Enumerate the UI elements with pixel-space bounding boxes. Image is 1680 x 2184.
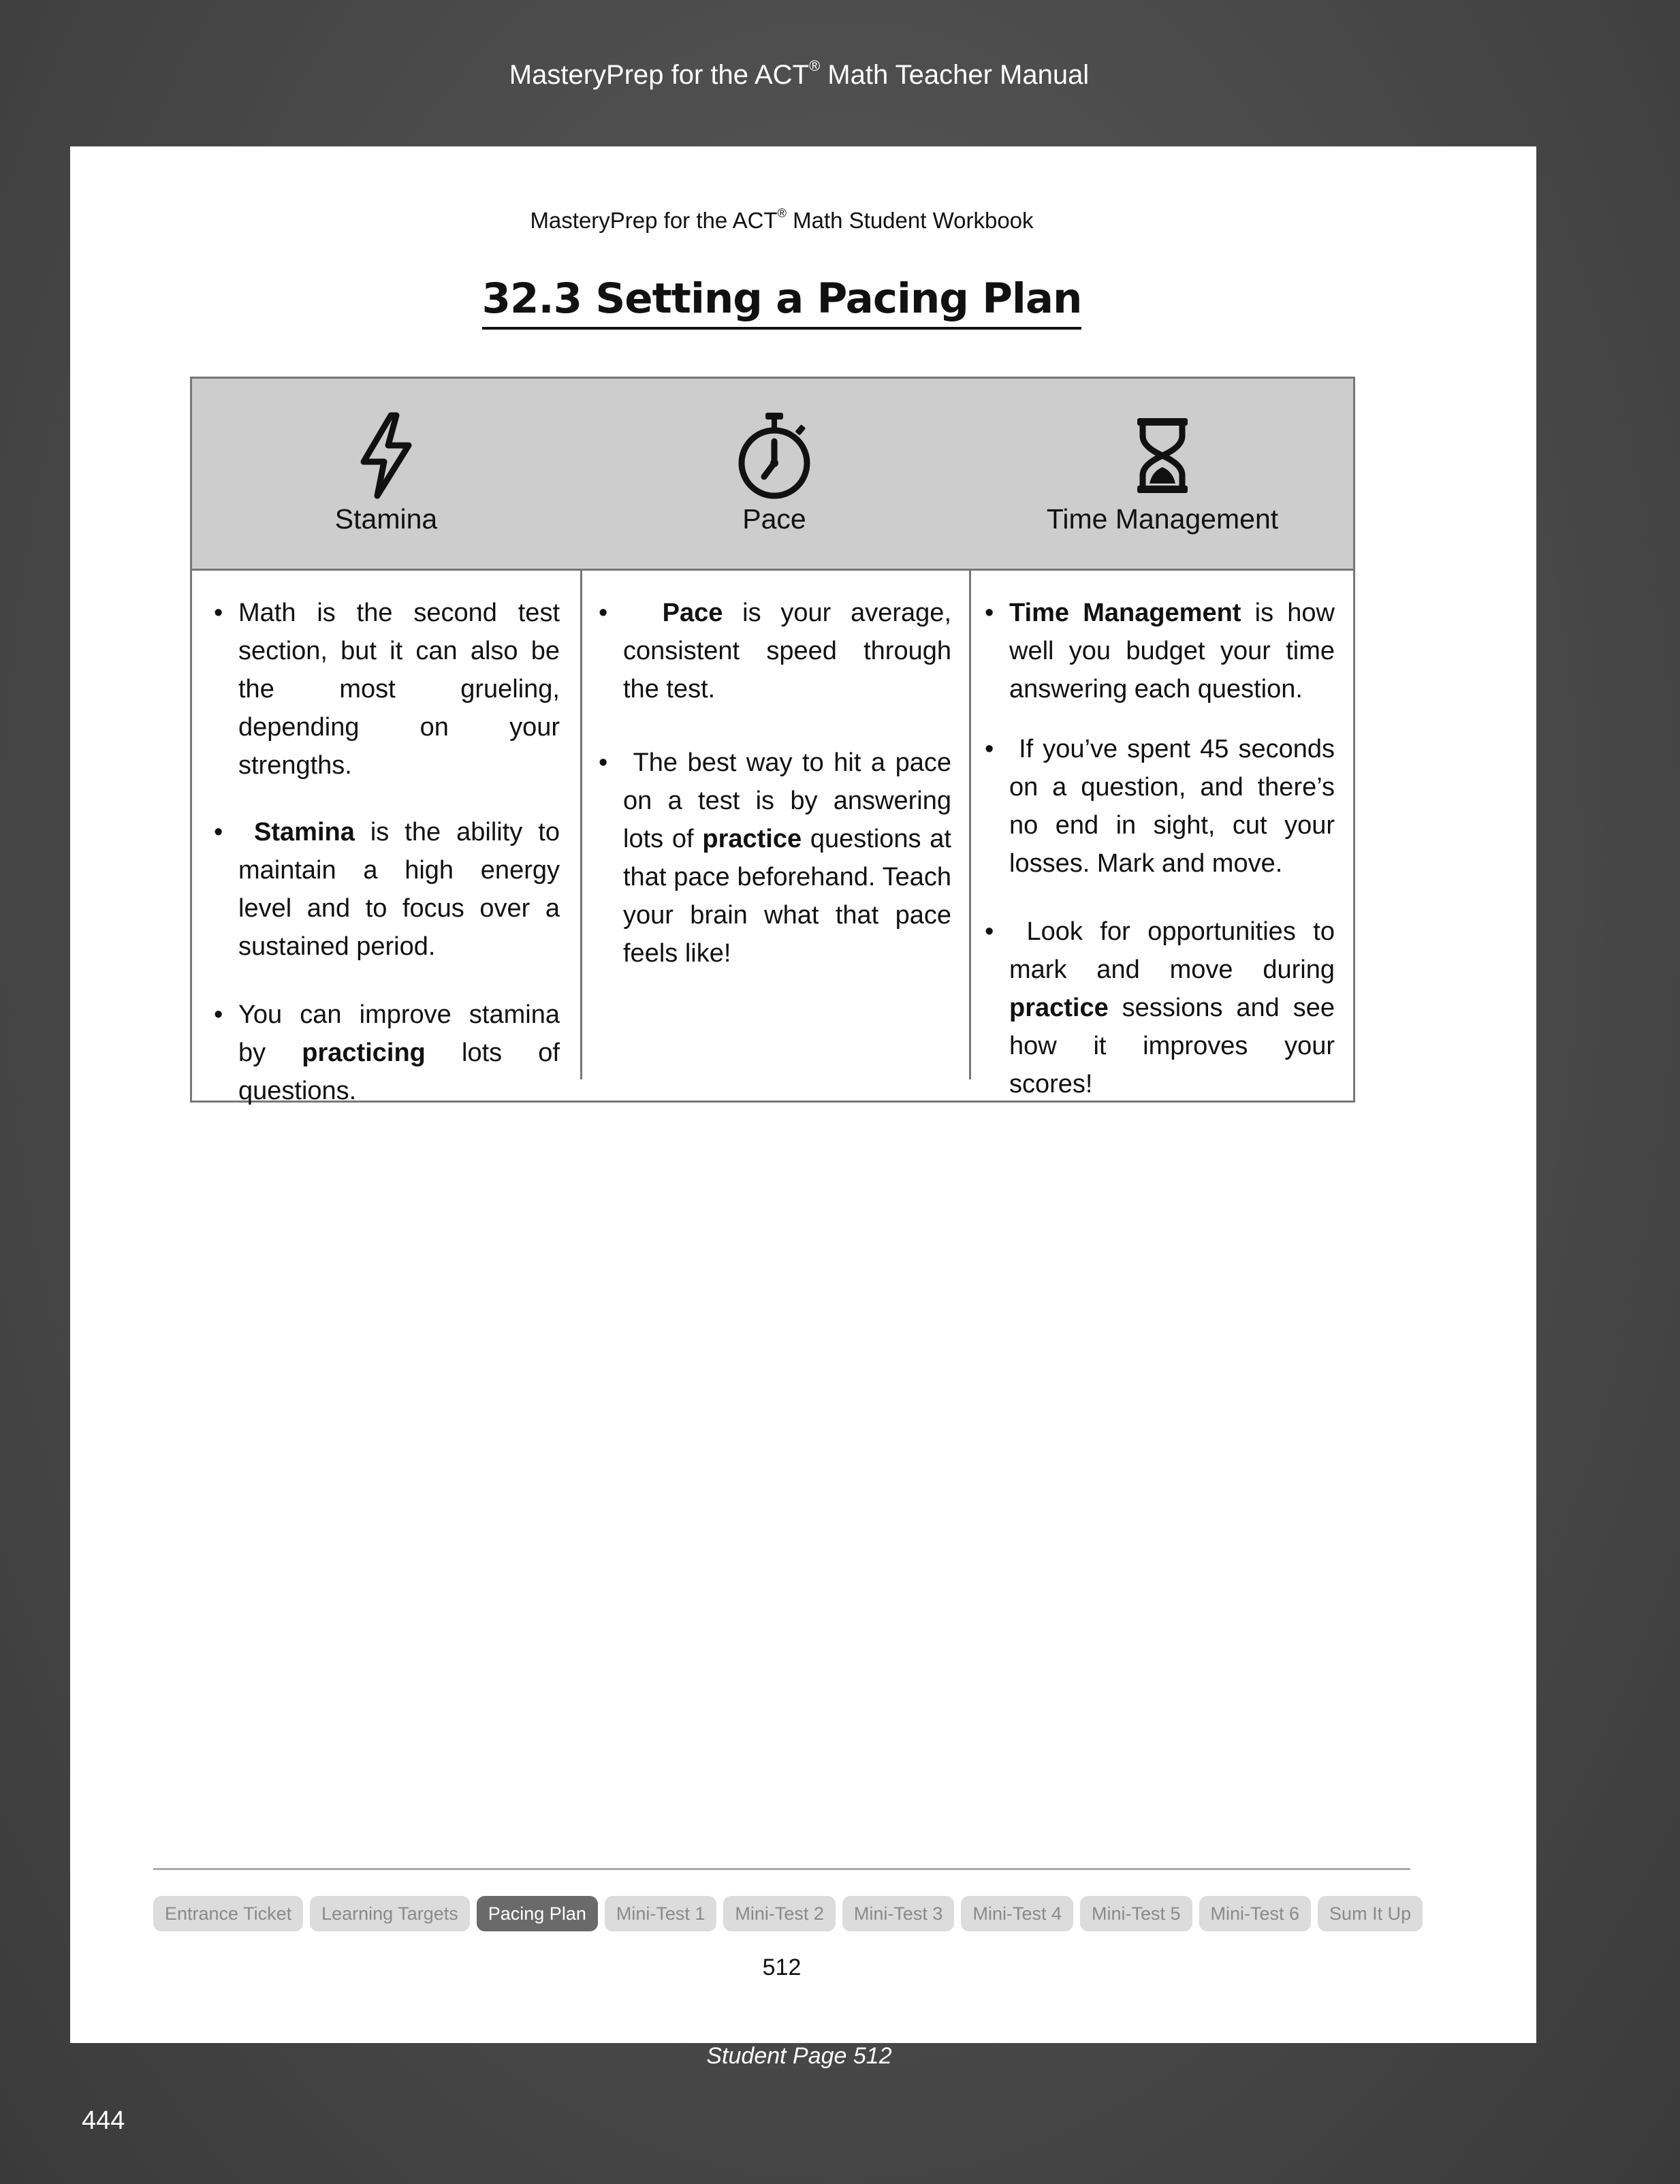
student-page-label: Student Page 512 [706,2043,892,2069]
lesson-nav [153,1896,1423,1931]
column-stamina [192,571,580,1105]
workbook-page [70,146,1536,2043]
nav-tab-mini-test-4[interactable]: Mini-Test 4 [961,1896,1073,1931]
lightning-icon [349,411,424,500]
list-item: • Stamina is the ability to maintain a high energy level and to focus over a sustained period. [238,813,560,966]
nav-tab-mini-test-2[interactable]: Mini-Test 2 [723,1896,836,1931]
column-pace [580,571,969,1079]
nav-tab-mini-test-3[interactable]: Mini-Test 3 [842,1896,955,1931]
workbook-header: MasteryPrep for the ACT® Math Student Workbook [530,206,1034,233]
nav-tab-sum-it-up[interactable]: Sum It Up [1318,1896,1423,1931]
hourglass-icon [1125,411,1200,500]
header-stamina: Stamina [192,379,580,569]
list-item: • The best way to hit a pace on a test is by answering lots of practice questions at that pace beforehand. Teach your brain what that pace feels like! [623,744,951,972]
nav-tab-pacing-plan[interactable]: Pacing Plan [477,1896,598,1931]
nav-tab-entrance-ticket[interactable]: Entrance Ticket [153,1896,303,1931]
list-item: • Math is the second test section, but it can also be the most grueling, depending on your strengths. [238,594,560,785]
list-item: • Look for opportunities to mark and move during practice sessions and see how it improves your scores! [1009,913,1335,1103]
pacing-table [190,377,1355,1103]
list-item: • Pace is your average, consistent speed through the test. [623,594,951,708]
nav-tab-mini-test-1[interactable]: Mini-Test 1 [605,1896,717,1931]
nav-divider [153,1868,1410,1870]
header-pace: Pace [580,379,968,569]
list-item: • You can improve stamina by practicing lots of questions. [238,996,560,1110]
page-title: 32.3 Setting a Pacing Plan [70,274,1493,330]
page-number: 512 [762,1954,802,1980]
stopwatch-icon [737,411,812,500]
nav-tab-learning-targets[interactable]: Learning Targets [310,1896,470,1931]
list-item: • If you’ve spent 45 seconds on a question, and there’s no end in sight, cut your losses. Mark and move. [1009,730,1335,883]
table-header [192,379,1353,571]
manual-page-number: 444 [82,2106,125,2135]
manual-header: MasteryPrep for the ACT® Math Teacher Manual [509,57,1090,90]
header-time-management: Time Management [968,379,1357,569]
nav-tab-mini-test-6[interactable]: Mini-Test 6 [1199,1896,1312,1931]
nav-tab-mini-test-5[interactable]: Mini-Test 5 [1080,1896,1192,1931]
column-time-management [969,571,1355,1098]
list-item: • Time Management is how well you budget your time answering each question. [1009,594,1335,708]
